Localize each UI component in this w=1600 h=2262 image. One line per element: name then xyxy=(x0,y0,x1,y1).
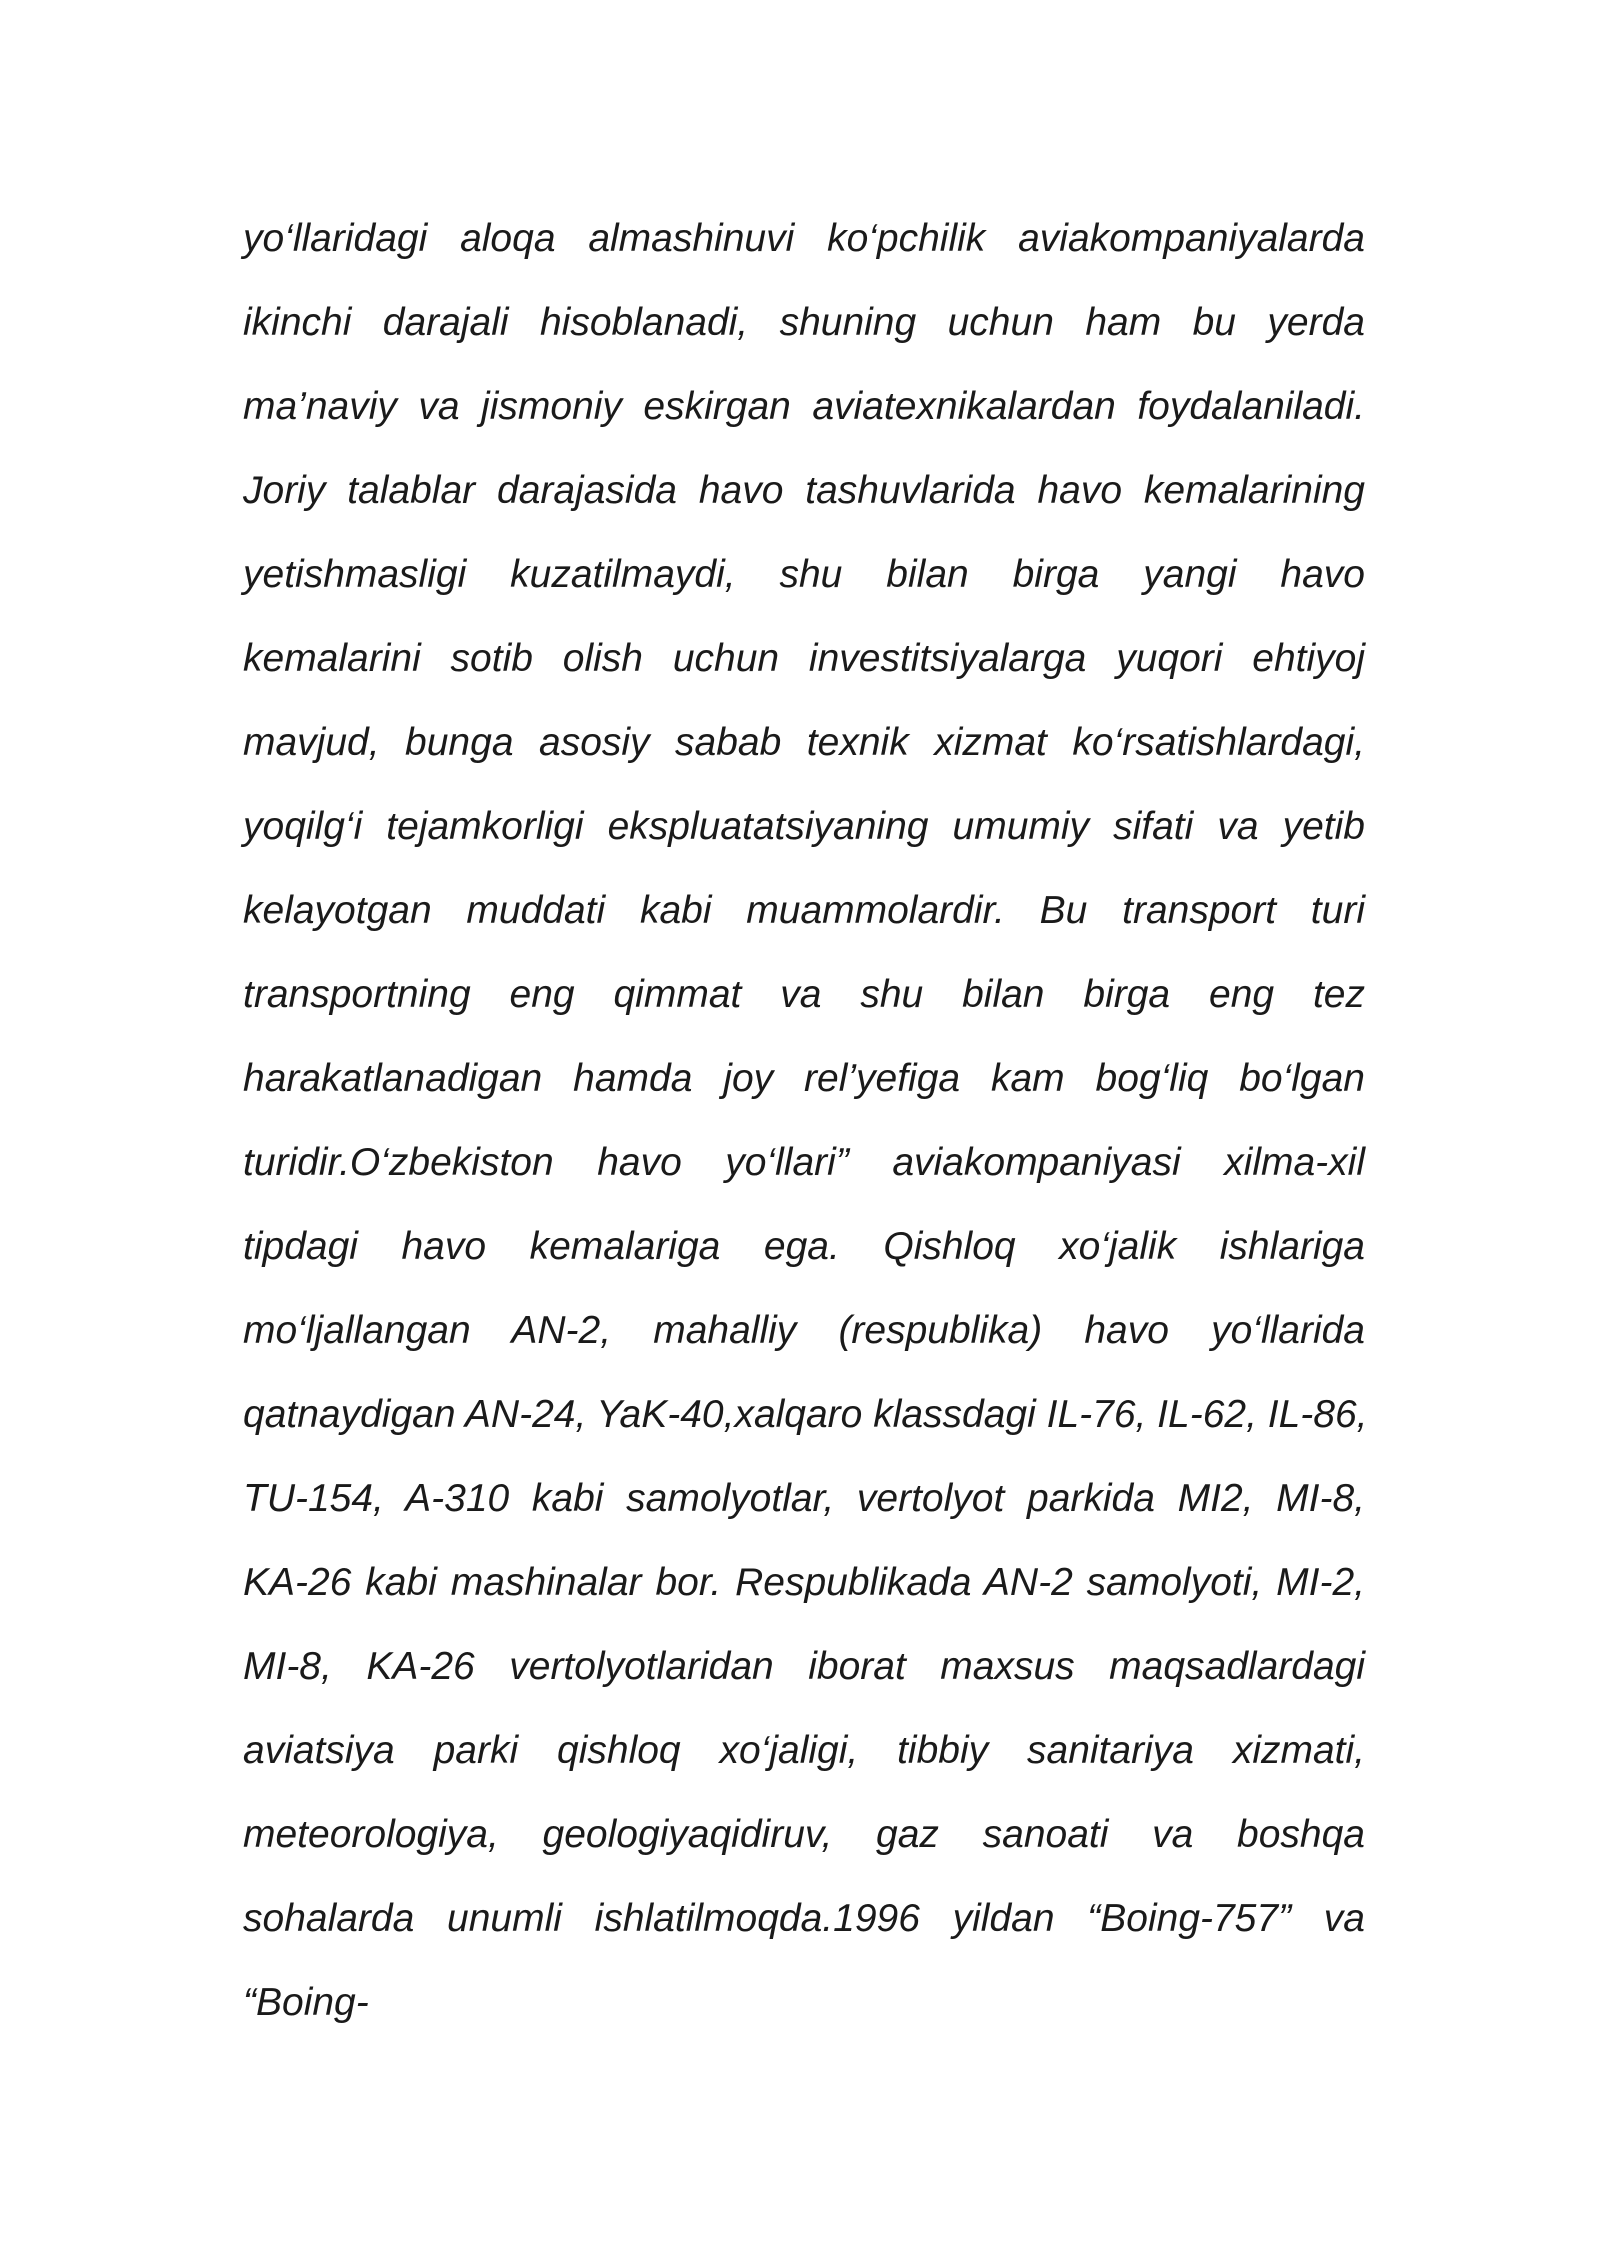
text-line: MI-8, KA-26 vertolyotlaridan iborat maxsus maqsadlardagi xyxy=(243,1645,1365,1688)
text-line: yoqilg‘i tejamkorligi ekspluatatsiyaning umumiy sifati va yetib xyxy=(243,805,1365,848)
text-line: “Boing- xyxy=(243,1981,369,2024)
text-line: kelayotgan muddati kabi muammolardir. Bu transport turi xyxy=(243,889,1365,932)
body-paragraph xyxy=(243,206,1368,2054)
text-line: turidir.O‘zbekiston havo yo‘llari” aviakompaniyasi xilma-xil xyxy=(243,1141,1365,1184)
text-line: yo‘llaridagi aloqa almashinuvi ko‘pchilik aviakompaniyalarda xyxy=(243,217,1365,260)
text-line: mo‘ljallangan AN-2, mahalliy (respublika) havo yo‘llarida xyxy=(243,1309,1365,1352)
text-line: meteorologiya, geologiyaqidiruv, gaz sanoati va boshqa xyxy=(243,1813,1365,1856)
text-line: aviatsiya parki qishloq xo‘jaligi, tibbiy sanitariya xizmati, xyxy=(243,1729,1365,1772)
text-line: yetishmasligi kuzatilmaydi, shu bilan birga yangi havo xyxy=(243,553,1365,596)
text-line: harakatlanadigan hamda joy rel’yefiga kam bog‘liq bo‘lgan xyxy=(243,1057,1365,1100)
text-line: ma’naviy va jismoniy eskirgan aviatexnikalardan foydalaniladi. xyxy=(243,385,1365,428)
text-line: Joriy talablar darajasida havo tashuvlarida havo kemalarining xyxy=(243,469,1365,512)
text-line: ikinchi darajali hisoblanadi, shuning uchun ham bu yerda xyxy=(243,301,1365,344)
text-line: mavjud, bunga asosiy sabab texnik xizmat ko‘rsatishlardagi, xyxy=(243,721,1365,764)
text-line: KA-26 kabi mashinalar bor. Respublikada AN-2 samolyoti, MI-2, xyxy=(243,1561,1365,1604)
text-line: sohalarda unumli ishlatilmoqda.1996 yildan “Boing-757” va xyxy=(243,1897,1365,1940)
text-line: transportning eng qimmat va shu bilan birga eng tez xyxy=(243,973,1365,1016)
text-line: tipdagi havo kemalariga ega. Qishloq xo‘jalik ishlariga xyxy=(243,1225,1365,1268)
text-line: TU-154, A-310 kabi samolyotlar, vertolyot parkida MI2, MI-8, xyxy=(243,1477,1365,1520)
text-line: qatnaydigan AN-24, YaK-40,xalqaro klassdagi IL-76, IL-62, IL-86, xyxy=(243,1393,1368,1436)
text-line: kemalarini sotib olish uchun investitsiyalarga yuqori ehtiyoj xyxy=(243,637,1365,680)
